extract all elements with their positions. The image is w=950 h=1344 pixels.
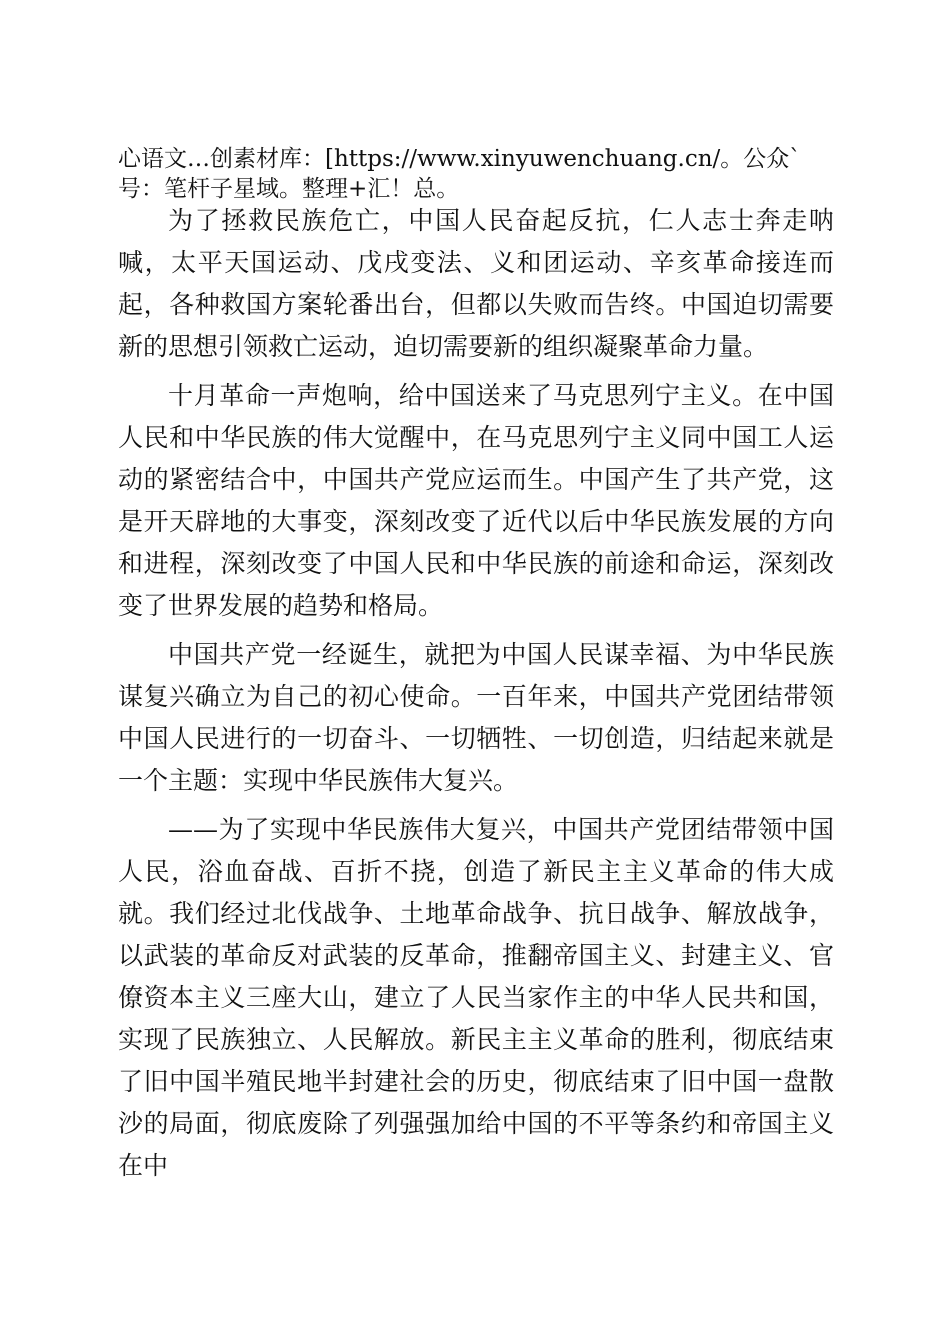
document-body — [118, 200, 834, 1194]
paragraph: 十月革命一声炮响，给中国送来了马克思列宁主义。在中国人民和中华民族的伟大觉醒中，在马克思列宁主义同中国工人运动的紧密结合中，中国共产党应运而生。中国产生了共产党，这是开天辟地的大事变，深刻改变了近代以后中华民族发展的方向和进程，深刻改变了中国人民和中华民族的前途和命运，深刻改变了世界发展的趋势和格局。 — [118, 381, 834, 620]
paragraph: 中国共产党一经诞生，就把为中国人民谋幸福、为中华民族谋复兴确立为自己的初心使命。一百年来，中国共产党团结带领中国人民进行的一切奋斗、一切牺牲、一切创造，归结起来就是一个主题：实现中华民族伟大复兴。 — [118, 640, 834, 795]
paragraph: 为了拯救民族危亡，中国人民奋起反抗，仁人志士奔走呐喊，太平天国运动、戊戌变法、义和团运动、辛亥革命接连而起，各种救国方案轮番出台，但都以失败而告终。中国迫切需要新的思想引领救亡运动，迫切需要新的组织凝聚革命力量。 — [118, 206, 834, 361]
source-note: 心语文…创素材库：[https://www.xinyuwenchuang.cn/。公众`号：笔杆子星域。整理+汇！总。 — [118, 146, 801, 202]
paragraph: ——为了实现中华民族伟大复兴，中国共产党团结带领中国人民，浴血奋战、百折不挠，创造了新民主主义革命的伟大成就。我们经过北伐战争、土地革命战争、抗日战争、解放战争，以武装的革命反对武装的反革命，推翻帝国主义、封建主义、官僚资本主义三座大山，建立了人民当家作主的中华人民共和国，实现了民族独立、人民解放。新民主主义革命的胜利，彻底结束了旧中国半殖民地半封建社会的历史，彻底结束了旧中国一盘散沙的局面，彻底废除了列强强加给中国的不平等条约和帝国主义在中 — [118, 815, 834, 1180]
